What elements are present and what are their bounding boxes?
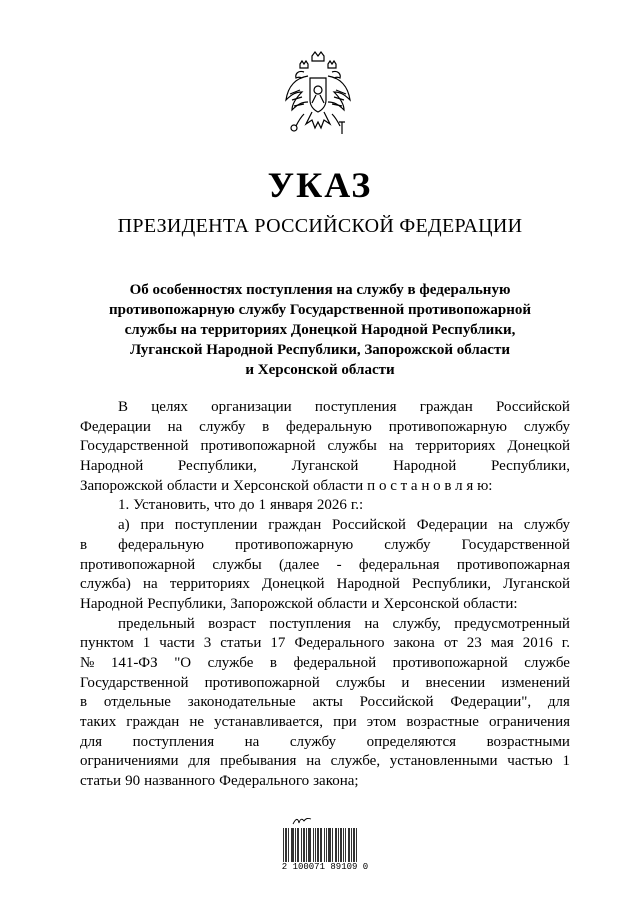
body-word: на xyxy=(167,418,183,435)
body-word: граждан xyxy=(268,517,322,534)
body-word: Народной xyxy=(393,458,457,475)
barcode-bar xyxy=(343,828,344,862)
body-word: поступления xyxy=(314,399,397,415)
body-line xyxy=(80,477,570,497)
body-word: таких xyxy=(80,714,117,730)
body-word: 1 xyxy=(258,497,266,514)
body-word: службе xyxy=(207,654,254,671)
body-word: пунктом xyxy=(80,635,134,652)
body-word: федеральная xyxy=(358,556,440,573)
body-word: противопожарной xyxy=(392,654,508,671)
body-word: на xyxy=(498,517,514,534)
body-line xyxy=(80,418,570,438)
body-word: января xyxy=(269,497,313,514)
body-line xyxy=(80,693,570,713)
barcode-bar xyxy=(285,828,286,862)
barcode-bar xyxy=(309,828,310,862)
body-word: - xyxy=(336,556,342,573)
body-word: ограничения xyxy=(488,714,570,730)
body-word: службы xyxy=(212,556,262,573)
subject-line: Об особенностях поступления на службу в федеральную xyxy=(129,282,511,298)
body-line xyxy=(80,575,570,595)
body-word: области: xyxy=(463,595,518,612)
barcode-bar xyxy=(292,828,293,862)
body-line xyxy=(80,595,570,615)
body-word: служба) xyxy=(80,576,131,593)
body-word: возрастные xyxy=(406,714,479,730)
body-word: Республики, xyxy=(412,576,491,593)
barcode-bar xyxy=(283,828,284,862)
body-word: Государственной xyxy=(80,438,189,455)
body-word: Народной xyxy=(336,576,400,593)
document-title: УКАЗ xyxy=(267,165,373,205)
body-word: Донецкой xyxy=(507,438,570,455)
body-word: что xyxy=(213,497,236,514)
barcode-bar xyxy=(341,828,342,862)
body-word: Федерального xyxy=(219,773,310,790)
barcode-bar xyxy=(340,828,341,862)
body-word: в xyxy=(262,418,270,435)
body-word: граждан xyxy=(126,714,180,730)
body-word: названного xyxy=(144,773,216,790)
body-word: 17 xyxy=(270,635,286,652)
body-word: Российской xyxy=(332,517,406,534)
body-word: службу xyxy=(199,418,246,435)
body-word: Республики, xyxy=(147,595,227,612)
barcode-bar xyxy=(335,828,336,862)
body-word: при xyxy=(333,714,357,730)
body-word: Федерации xyxy=(416,517,488,534)
body-word: Луганской xyxy=(291,458,359,475)
body-word: г.: xyxy=(350,497,364,514)
body-word: установленными xyxy=(389,753,498,770)
body-word: противопожарной xyxy=(200,438,316,455)
document-subject xyxy=(88,280,552,380)
body-word: Донецкой xyxy=(262,576,325,593)
body-line xyxy=(80,772,570,792)
barcode-bar xyxy=(293,828,294,862)
body-word: Народной xyxy=(80,595,144,612)
body-word: для xyxy=(80,733,103,750)
body-word: определяются xyxy=(366,733,457,750)
body-word: ограничениями xyxy=(80,753,179,770)
body-word: Установить, xyxy=(133,497,210,514)
barcode-bar xyxy=(315,828,316,862)
body-word: области xyxy=(313,477,364,494)
body-line xyxy=(80,713,570,733)
body-word: на xyxy=(364,615,380,632)
document-subtitle: ПРЕЗИДЕНТА РОССИЙСКОЙ ФЕДЕРАЦИИ xyxy=(117,215,523,237)
barcode-bar xyxy=(291,828,292,862)
barcode-bar xyxy=(320,828,321,862)
body-word: федеральной xyxy=(293,654,377,671)
body-word: Федерации", xyxy=(450,694,532,711)
body-word: целях xyxy=(151,399,188,415)
barcode-bar xyxy=(310,828,311,862)
body-word: устанавливается, xyxy=(214,714,324,730)
body-word: 2026 xyxy=(316,497,347,514)
body-word: 23 xyxy=(466,635,482,652)
body-line xyxy=(80,496,570,516)
body-word: поступления xyxy=(132,733,215,750)
body-line xyxy=(80,516,570,536)
body-word: области xyxy=(317,595,368,612)
barcode-bar xyxy=(348,828,349,862)
body-line xyxy=(80,615,570,635)
body-word: службу xyxy=(523,418,570,435)
body-word: и xyxy=(371,595,380,612)
body-word: внесении xyxy=(425,674,486,691)
body-word: в xyxy=(269,654,277,671)
body-word: Российской xyxy=(359,694,434,711)
body-word: отдельные xyxy=(103,694,171,711)
body-word: и xyxy=(401,674,410,691)
body-word: службы xyxy=(327,438,377,455)
body-word: закона; xyxy=(313,773,359,790)
body-word: статьи xyxy=(80,773,122,790)
body-word: в xyxy=(80,694,88,711)
body-word: на xyxy=(244,733,260,750)
body-word: противопожарную xyxy=(234,536,354,553)
body-word: законодательные xyxy=(187,694,296,711)
body-word: до xyxy=(239,497,255,514)
body-word: для xyxy=(188,753,211,770)
body-word: граждан xyxy=(419,399,473,415)
body-word: службу, xyxy=(392,615,441,632)
body-word: Федерации xyxy=(80,418,151,435)
body-word: Народной xyxy=(80,458,144,475)
barcode-bar xyxy=(349,828,350,862)
body-word: "О xyxy=(174,654,192,671)
body-line xyxy=(80,634,570,654)
body-word: статьи xyxy=(220,635,262,652)
barcode-bar xyxy=(298,828,299,862)
body-word: 1. xyxy=(118,497,130,514)
barcode-number: 2 100071 89109 0 xyxy=(281,862,369,872)
barcode-bar xyxy=(297,828,298,862)
barcode-bar xyxy=(301,828,302,862)
subject-line: Луганской Народной Республики, Запорожской области xyxy=(130,342,510,358)
body-line xyxy=(80,437,570,457)
body-word: на xyxy=(388,438,404,455)
body-word: Федерального xyxy=(294,635,385,652)
barcode-bar xyxy=(345,828,346,862)
body-word: предусмотренный xyxy=(454,615,570,632)
body-word: п о с т а н о в л я ю: xyxy=(367,477,493,494)
barcode-bar xyxy=(329,828,330,862)
body-word: от xyxy=(443,635,458,652)
body-word: службе xyxy=(524,654,570,671)
body-word: службы xyxy=(335,674,386,691)
barcode-bar xyxy=(326,828,327,862)
barcode-bar xyxy=(336,828,337,862)
body-word: а) xyxy=(118,517,130,534)
barcode-bar xyxy=(303,828,304,862)
body-word: на xyxy=(306,753,321,770)
body-line xyxy=(80,752,570,772)
body-word: федеральную xyxy=(118,536,204,553)
body-word: при xyxy=(140,517,164,534)
body-word: службу xyxy=(523,517,570,534)
body-word: № xyxy=(80,654,95,671)
body-word: г. xyxy=(561,635,570,652)
body-word: территориях xyxy=(169,576,250,593)
body-line xyxy=(80,457,570,477)
subject-line: противопожарную службу Государственной противопожарной xyxy=(108,302,532,318)
body-word: возраст xyxy=(208,615,256,632)
body-word: акты xyxy=(312,694,343,711)
body-word: части xyxy=(159,635,195,652)
body-word: пребывания xyxy=(220,753,297,770)
body-word: для xyxy=(547,694,570,711)
body-word: на xyxy=(143,576,158,593)
body-word: в xyxy=(80,536,88,553)
barcode-bar xyxy=(313,828,314,862)
body-line xyxy=(80,556,570,576)
body-word: Республики, xyxy=(177,458,257,475)
body-word: 1 xyxy=(562,753,570,770)
body-word: Государственной xyxy=(461,536,570,553)
barcode-bar xyxy=(306,828,307,862)
body-word: Луганской xyxy=(503,576,570,593)
body-word: Российской xyxy=(496,399,570,415)
body-word: (далее xyxy=(279,556,320,573)
body-word: закона xyxy=(393,635,435,652)
barcode-bar xyxy=(308,828,309,862)
body-word: и xyxy=(221,477,230,494)
body-word: предельный xyxy=(118,615,195,632)
body-word: службу xyxy=(384,536,431,553)
body-word: Республики, xyxy=(490,458,570,475)
body-word: области xyxy=(166,477,218,494)
body-word: Херсонской xyxy=(233,477,310,494)
barcode-bar xyxy=(338,828,339,862)
body-word: мая xyxy=(490,635,514,652)
barcode-bar xyxy=(356,828,357,862)
body-word: территориях xyxy=(415,438,496,455)
body-word: поступления xyxy=(269,615,351,632)
body-word: частью xyxy=(507,753,553,770)
handwritten-mark-icon xyxy=(292,816,312,826)
body-word: 1 xyxy=(142,635,151,652)
document-body xyxy=(80,398,570,792)
russian-coat-of-arms-icon xyxy=(282,50,354,140)
body-word: службу xyxy=(289,733,337,750)
barcode-bar xyxy=(317,828,318,862)
body-word: изменений xyxy=(501,674,570,691)
body-word: В xyxy=(118,399,129,415)
body-word: противопожарную xyxy=(388,418,507,435)
body-word: службе, xyxy=(330,753,381,770)
barcode-bar xyxy=(318,828,319,862)
barcode-bar xyxy=(351,828,352,862)
body-word: Запорожской xyxy=(230,595,314,612)
body-word: федеральную xyxy=(286,418,372,435)
body-word: Запорожской xyxy=(80,477,163,494)
body-line xyxy=(80,674,570,694)
body-word: противопожарная xyxy=(456,556,570,573)
body-word: организации xyxy=(211,399,292,415)
body-word: 90 xyxy=(125,773,141,790)
body-word: Херсонской xyxy=(383,595,460,612)
body-word: Государственной xyxy=(80,674,189,691)
barcode-bar xyxy=(288,828,289,862)
body-line xyxy=(80,733,570,753)
body-line xyxy=(80,654,570,674)
body-word: 3 xyxy=(203,635,212,652)
barcode-bar xyxy=(295,828,296,862)
body-word: возрастными xyxy=(486,733,570,750)
body-word: не xyxy=(189,714,205,730)
barcode-bar xyxy=(321,828,322,862)
barcode-bar xyxy=(286,828,287,862)
barcode-bar xyxy=(328,828,329,862)
barcode-bar xyxy=(354,828,355,862)
barcode-bar xyxy=(330,828,331,862)
body-word: 141-ФЗ xyxy=(110,654,158,671)
body-word: противопожарной xyxy=(80,556,196,573)
barcode xyxy=(282,828,358,862)
subject-line: службы на территориях Донецкой Народной Республики, xyxy=(124,322,516,338)
body-word: 2016 xyxy=(522,635,553,652)
barcode-bar xyxy=(324,828,325,862)
body-line xyxy=(80,536,570,556)
barcode-bar xyxy=(332,828,333,862)
body-word: поступлении xyxy=(174,517,258,534)
barcode-bar xyxy=(304,828,305,862)
body-line xyxy=(80,398,570,418)
barcode-bar xyxy=(353,828,354,862)
body-word: этом xyxy=(366,714,397,730)
body-word: противопожарной xyxy=(204,674,320,691)
subject-line: и Херсонской области xyxy=(245,362,395,378)
